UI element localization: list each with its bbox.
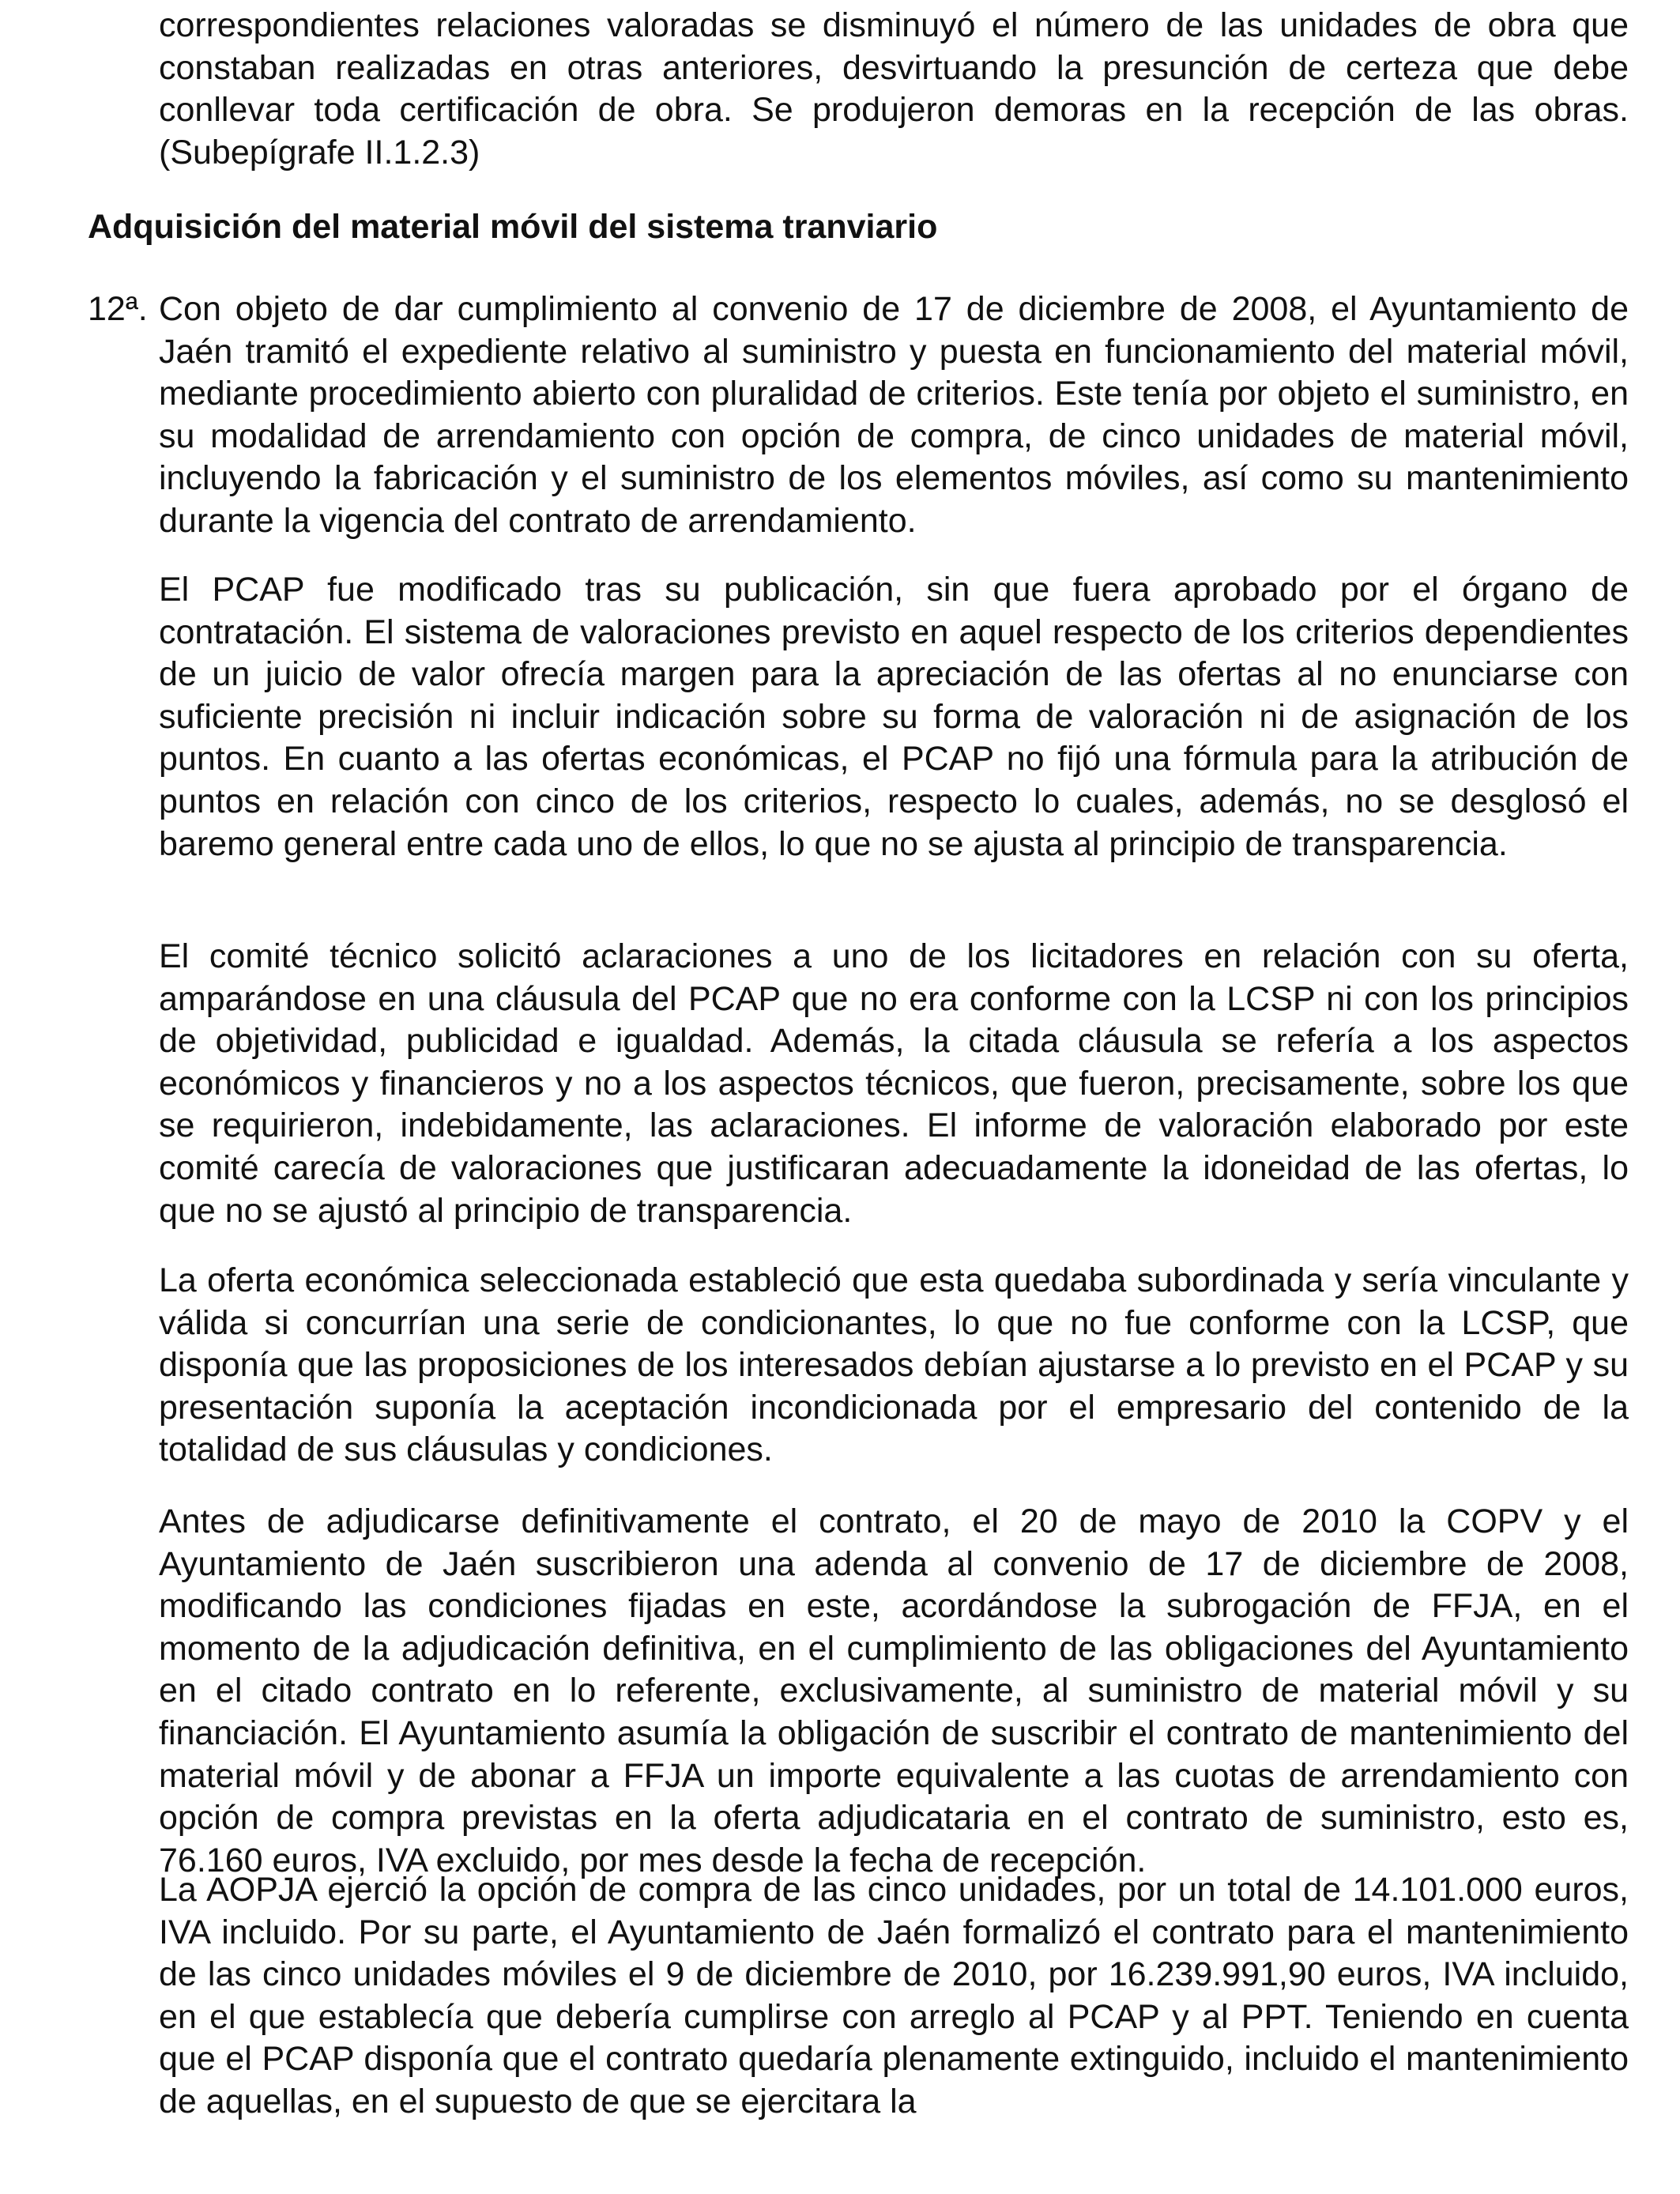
continuation-paragraph: correspondientes relaciones valoradas se disminuyó el número de las unidades de obra que constaban realizadas en otras anteriores, desvirtuando la presunción de certeza que debe conllevar toda certificación de obra. Se produjeron demoras en la recepción de las obras. (Subepígrafe II.1.2.3) [159, 6, 1629, 172]
paragraph-3: El comité técnico solicitó aclaraciones a uno de los licitadores en relación con su oferta, amparándose en una cláusula del PCAP que no era conforme con la LCSP ni con los principios de objetividad, publicidad e igualdad. Además, la citada cláusula se refería a los aspectos económicos y financieros y no a los aspectos técnicos, que fueron, precisamente, sobre los que se requirieron, indebidamente, las aclaraciones. El informe de valoración elaborado por este comité carecía de valoraciones que justificaran adecuadamente la idoneidad de las ofertas, lo que no se ajustó al principio de transparencia. [159, 937, 1629, 1230]
section-heading: Adquisición del material móvil del sistema tranviario [88, 208, 938, 246]
item-number: 12ª. [88, 290, 148, 328]
paragraph-5: Antes de adjudicarse definitivamente el contrato, el 20 de mayo de 2010 la COPV y el Ayuntamiento de Jaén suscribieron una adenda al convenio de 17 de diciembre de 2008, modificando las condiciones fijadas en este, acordándose la subrogación de FFJA, en el momento de la adjudicación definitiva, en el cumplimiento de las obligaciones del Ayuntamiento en el citado contrato en lo referente, exclusivamente, al suministro de material móvil y su financiación. El Ayuntamiento asumía la obligación de suscribir el contrato de mantenimiento del material móvil y de abonar a FFJA un importe equivalente a las cuotas de arrendamiento con opción de compra previstas en la oferta adjudicataria en el contrato de suministro, esto es, 76.160 euros, IVA excluido, por mes desde la fecha de recepción. [159, 1502, 1629, 1879]
paragraph-4: La oferta económica seleccionada estableció que esta quedaba subordinada y sería vinculante y válida si concurrían una serie de condicionantes, lo que no fue conforme con la LCSP, que disponía que las proposiciones de los interesados debían ajustarse a lo previsto en el PCAP y su presentación suponía la aceptación incondicionada por el empresario del contenido de la totalidad de sus cláusulas y condiciones. [159, 1261, 1629, 1469]
paragraph-2: El PCAP fue modificado tras su publicación, sin que fuera aprobado por el órgano de contratación. El sistema de valoraciones previsto en aquel respecto de los criterios dependientes de un juicio de valor ofrecía margen para la apreciación de las ofertas al no enunciarse con suficiente precisión ni incluir indicación sobre su forma de valoración ni de asignación de los puntos. En cuanto a las ofertas económicas, el PCAP no fijó una fórmula para la atribución de puntos en relación con cinco de los criterios, respecto lo cuales, además, no se desglosó el baremo general entre cada uno de ellos, lo que no se ajusta al principio de transparencia. [159, 571, 1629, 863]
paragraph-1: Con objeto de dar cumplimiento al convenio de 17 de diciembre de 2008, el Ayuntamiento de Jaén tramitó el expediente relativo al suministro y puesta en funcionamiento del material móvil, mediante procedimiento abierto con pluralidad de criterios. Este tenía por objeto el suministro, en su modalidad de arrendamiento con opción de compra, de cinco unidades de material móvil, incluyendo la fabricación y el suministro de los elementos móviles, así como su mantenimiento durante la vigencia del contrato de arrendamiento. [159, 290, 1629, 540]
paragraph-6: La AOPJA ejerció la opción de compra de las cinco unidades, por un total de 14.101.000 euros, IVA incluido. Por su parte, el Ayuntamiento de Jaén formalizó el contrato para el mantenimiento de las cinco unidades móviles el 9 de diciembre de 2010, por 16.239.991,90 euros, IVA incluido, en el que establecía que debería cumplirse con arreglo al PCAP y al PPT. Teniendo en cuenta que el PCAP disponía que el contrato quedaría plenamente extinguido, incluido el mantenimiento de aquellas, en el supuesto de que se ejercitara la [159, 1871, 1629, 2120]
